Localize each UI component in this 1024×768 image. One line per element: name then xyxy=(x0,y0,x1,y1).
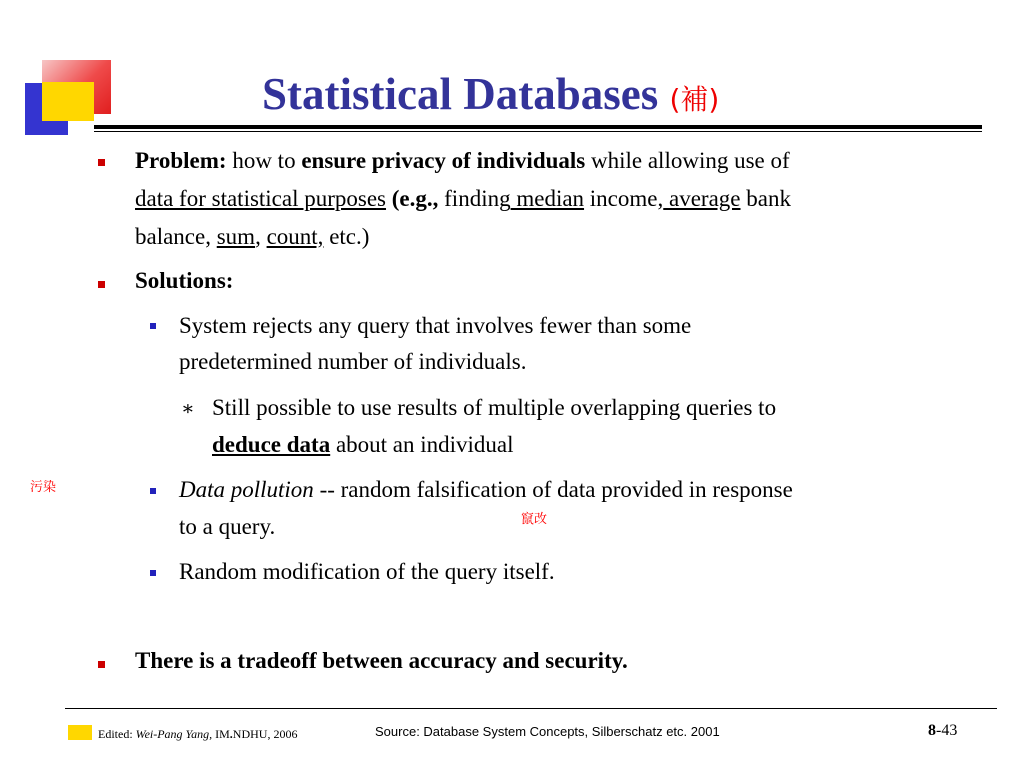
footer-org-c: NDHU, 2006 xyxy=(232,727,298,741)
deduce-data: deduce data xyxy=(212,432,331,457)
asterisk-bullet-icon: ∗ xyxy=(181,398,195,420)
problem-line-2 xyxy=(135,184,791,214)
problem-emphasis: ensure privacy of individuals xyxy=(301,148,586,173)
annotation-pollution: 污染 xyxy=(30,480,57,495)
problem-text-1: how to xyxy=(226,148,302,173)
tradeoff-statement xyxy=(135,646,628,676)
bullet-marker-tradeoff xyxy=(98,661,105,668)
logo-square-yellow xyxy=(42,82,94,121)
solution-pollution-line-2: to a query. xyxy=(179,514,276,539)
page-number xyxy=(928,722,957,740)
sub-overlapping-rest: about an individual xyxy=(330,432,514,457)
footer-logo-box xyxy=(68,725,92,740)
footer-org-b: . xyxy=(229,727,233,741)
problem-text-7: , xyxy=(255,224,267,249)
solution-pollution-line-1 xyxy=(179,475,793,505)
title-rule-thick xyxy=(94,125,982,129)
problem-text-8: etc.) xyxy=(323,224,370,249)
page-index: -43 xyxy=(936,722,958,739)
problem-count: count, xyxy=(266,224,324,249)
problem-eg: (e.g., xyxy=(386,186,439,211)
problem-text-2: while allowing use of xyxy=(585,148,790,173)
footer-edited-label: Edited: xyxy=(98,727,136,741)
footer-org-a: IM xyxy=(212,727,230,741)
footer-source: Source: Database System Concepts, Silberschatz etc. 2001 xyxy=(375,724,720,739)
problem-line-1 xyxy=(135,146,790,176)
sub-overlapping-line-2 xyxy=(212,430,514,460)
title-rule-thin xyxy=(94,131,982,132)
problem-text-5: bank xyxy=(740,186,791,211)
footer-author: Wei-Pang Yang, xyxy=(135,727,213,741)
sub-overlapping-line-1: Still possible to use results of multiple overlapping queries to xyxy=(212,395,777,420)
slide-title xyxy=(262,66,719,128)
problem-lead: Problem: xyxy=(135,148,227,173)
slide-title-main: Statistical Databases xyxy=(262,69,659,119)
problem-statistical-purposes: data for statistical purposes xyxy=(135,186,387,211)
solution-rejects-line-2: predetermined number of individuals. xyxy=(179,349,527,374)
problem-median: median xyxy=(510,186,585,211)
bullet-marker-problem xyxy=(98,159,105,166)
footer-edited xyxy=(98,727,297,742)
bullet-marker-pollution xyxy=(150,488,156,494)
problem-text-4: income, xyxy=(584,186,664,211)
data-pollution-term: Data pollution xyxy=(179,477,314,502)
tradeoff-text: There is a tradeoff between accuracy and security. xyxy=(135,648,628,673)
bullet-marker-modification xyxy=(150,570,156,576)
solution-modification: Random modification of the query itself. xyxy=(179,559,555,584)
problem-sum: sum xyxy=(216,224,256,249)
problem-text-3: finding xyxy=(438,186,511,211)
problem-text-6: balance, xyxy=(135,224,217,249)
problem-line-3 xyxy=(135,222,369,252)
page-chapter: 8 xyxy=(928,722,936,739)
slide-title-suffix: (補) xyxy=(669,83,720,116)
bullet-marker-solutions xyxy=(98,281,105,288)
annotation-falsification: 竄改 xyxy=(521,512,548,527)
pollution-rest: -- random falsification of data provided in response xyxy=(313,477,793,502)
solution-rejects-line-1: System rejects any query that involves fewer than some xyxy=(179,313,692,338)
bullet-marker-rejects xyxy=(150,323,156,329)
solutions-lead: Solutions: xyxy=(135,268,234,293)
problem-average: average xyxy=(663,186,741,211)
footer-rule xyxy=(65,708,997,709)
solutions-heading xyxy=(135,266,233,296)
